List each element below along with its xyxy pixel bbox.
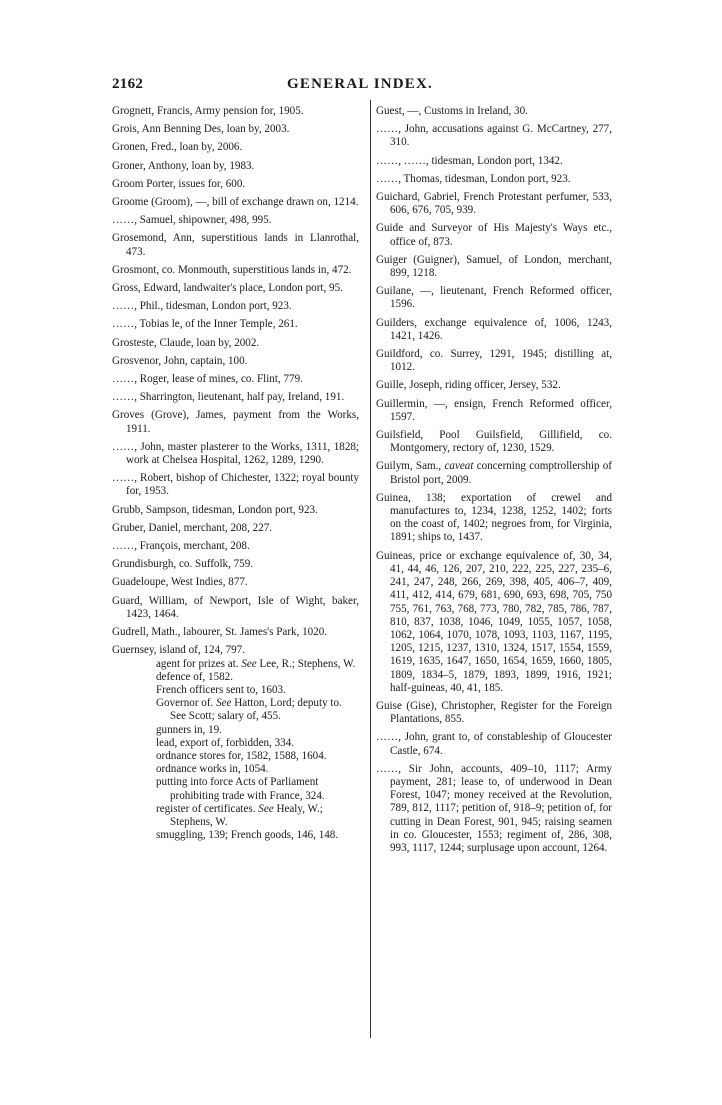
index-entry: ……, John, accusations against G. McCartney, 277, 310. — [376, 123, 612, 149]
running-title: GENERAL INDEX. — [287, 76, 433, 92]
index-entry: ……, Robert, bishop of Chichester, 1322; royal bounty for, 1953. — [112, 472, 359, 498]
index-entry: Groome (Groom), —, bill of exchange drawn on, 1214. — [112, 196, 359, 209]
index-subentry: lead, export of, forbidden, 334. — [156, 736, 295, 749]
page-number: 2162 — [112, 76, 144, 92]
index-entry: Gross, Edward, landwaiter's place, London port, 95. — [112, 282, 343, 295]
index-entry: Guilders, exchange equivalence of, 1006, 1243, 1421, 1426. — [376, 316, 612, 342]
index-entry: Grois, Ann Benning Des, loan by, 2003. — [112, 123, 290, 136]
index-subentry: register of certificates. See Healy, W.; Stephens, W. — [156, 802, 323, 828]
index-subentry: ordnance stores for, 1582, 1588, 1604. — [156, 749, 327, 762]
index-entry: Guineas, price or exchange equivalence of, 30, 34, 41, 44, 46, 126, 207, 210, 222, 225, 227, 235–6, 241, 247, 248, 266, 269, 398, 405, 406–7, 409, 411, 412, 414, 679, 681, 690, 693, 698, 705, 750 755, 761, 763, 768, 773, 780, 782, 785, 786, 787, 810, 837, 1038, 1046, 1049, 1055, 1057, 1058, 1062, 1064, 1070, 1078, 1093, 1103, 1167, 1195, 1205, 1215, 1237, 1310, 1324, 1517, 1554, 1559, 1619, 1635, 1647, 1650, 1654, 1659, 1660, 1805, 1809, 1834–5, 1879, 1893, 1899, 1916, 1921; half-guineas, 40, 41, 185. — [376, 549, 612, 694]
index-entry: Grundisburgh, co. Suffolk, 759. — [112, 558, 254, 571]
index-entry: ……, ……, tidesman, London port, 1342. — [376, 154, 563, 167]
index-entry: Grosmont, co. Monmouth, superstitious lands in, 472. — [112, 263, 352, 276]
index-subentry: agent for prizes at. See Lee, R.; Stephens, W. — [156, 657, 356, 670]
index-subentry: gunners in, 19. — [156, 723, 222, 736]
index-entry: Gudrell, Math., labourer, St. James's Park, 1020. — [112, 626, 328, 639]
page-header — [112, 76, 608, 98]
index-entry: Grognett, Francis, Army pension for, 1905. — [112, 105, 304, 117]
index-subentry: Governor of. See Hatton, Lord; deputy to. See Scott; salary of, 455. — [156, 697, 342, 723]
index-entry: Guildford, co. Surrey, 1291, 1945; distilling at, 1012. — [376, 348, 612, 374]
index-entry: Guise (Gise), Christopher, Register for the Foreign Plantations, 855. — [376, 699, 612, 726]
index-entry: ……, François, merchant, 208. — [112, 540, 250, 553]
index-entry: Groom Porter, issues for, 600. — [112, 177, 246, 190]
index-entry: Guard, William, of Newport, Isle of Wight, baker, 1423, 1464. — [112, 594, 359, 620]
index-entry: Guilane, —, lieutenant, French Reformed officer, 1596. — [376, 285, 612, 311]
index-entry: Guiger (Guigner), Samuel, of London, merchant, 899, 1218. — [376, 253, 612, 280]
index-subentry: ordnance works in, 1054. — [156, 763, 269, 776]
index-entry: Groner, Anthony, loan by, 1983. — [112, 159, 255, 172]
index-entry: Grosteste, Claude, loan by, 2002. — [112, 336, 260, 349]
index-entry: Guillermin, —, ensign, French Reformed officer, 1597. — [376, 397, 612, 423]
index-entry: ……, Phil., tidesman, London port, 923. — [112, 300, 292, 313]
index-column-right — [376, 105, 612, 860]
index-entry: ……, John, grant to, of constableship of Gloucester Castle, 674. — [376, 731, 612, 757]
index-subentry: smuggling, 139; French goods, 146, 148. — [156, 829, 339, 842]
index-entry: Gruber, Daniel, merchant, 208, 227. — [112, 521, 273, 534]
index-entry: Grosvenor, John, captain, 100. — [112, 354, 248, 367]
index-subentry: French officers sent to, 1603. — [156, 683, 286, 696]
column-divider — [370, 100, 371, 1038]
index-entry: ……, John, master plasterer to the Works, 1311, 1828; work at Chelsea Hospital, 1262, 1289, 1290. — [112, 440, 359, 467]
index-entry-guilym: Guilym, Sam., caveat concerning comptrollership of Bristol port, 2009. — [376, 460, 612, 486]
index-entry: Guichard, Gabriel, French Protestant perfumer, 533, 606, 676, 705, 939. — [376, 191, 612, 217]
index-subentry: defence of, 1582. — [156, 670, 234, 683]
index-entry: ……, Samuel, shipowner, 498, 995. — [112, 214, 272, 227]
index-column-left — [112, 105, 359, 847]
index-entry: Guilsfield, Pool Guilsfield, Gillifield, co. Montgomery, rectory of, 1230, 1529. — [376, 429, 612, 455]
index-entry: Guille, Joseph, riding officer, Jersey, 532. — [376, 379, 561, 392]
index-entry: Groves (Grove), James, payment from the Works, 1911. — [112, 409, 359, 435]
index-entry: ……, Sir John, accounts, 409–10, 1117; Army payment, 281; lease to, of underwood in Dean Forest, 1047; money received at the Revolution, 789, 812, 1117; petition of, 918–9; petition of, for cutting in Dean Forest, 901, 945; raising seamen in co. Gloucester, 1553; regiment of, 286, 308, 993, 1117, 1244; surplusage upon account, 1264. — [376, 762, 612, 854]
index-entry: Gronen, Fred., loan by, 2006. — [112, 141, 243, 154]
index-subentry: putting into force Acts of Parliament prohibiting trade with France, 324. — [156, 776, 325, 802]
index-entry-guernsey: Guernsey, island of, 124, 797. — [112, 644, 245, 657]
index-entry: Guest, —, Customs in Ireland, 30. — [376, 105, 528, 117]
index-entry: ……, Sharrington, lieutenant, half pay, Ireland, 191. — [112, 391, 345, 404]
guernsey-subentries — [112, 658, 359, 843]
index-entry: Grubb, Sampson, tidesman, London port, 923. — [112, 503, 318, 516]
index-entry: Grosemond, Ann, superstitious lands in Llanrothal, 473. — [112, 232, 359, 258]
index-entry: Guide and Surveyor of His Majesty's Ways etc., office of, 873. — [376, 222, 612, 248]
index-entry: Guinea, 138; exportation of crewel and manufactures to, 1234, 1238, 1252, 1402; forts on the coast of, 1402; negroes from, for Virginia, 1891; ships to, 1437. — [376, 491, 612, 544]
index-entry: ……, Thomas, tidesman, London port, 923. — [376, 172, 571, 185]
index-entry: Guadeloupe, West Indies, 877. — [112, 576, 248, 589]
index-entry: ……, Roger, lease of mines, co. Flint, 779. — [112, 373, 303, 386]
index-entry: ……, Tobias le, of the Inner Temple, 261. — [112, 318, 298, 331]
